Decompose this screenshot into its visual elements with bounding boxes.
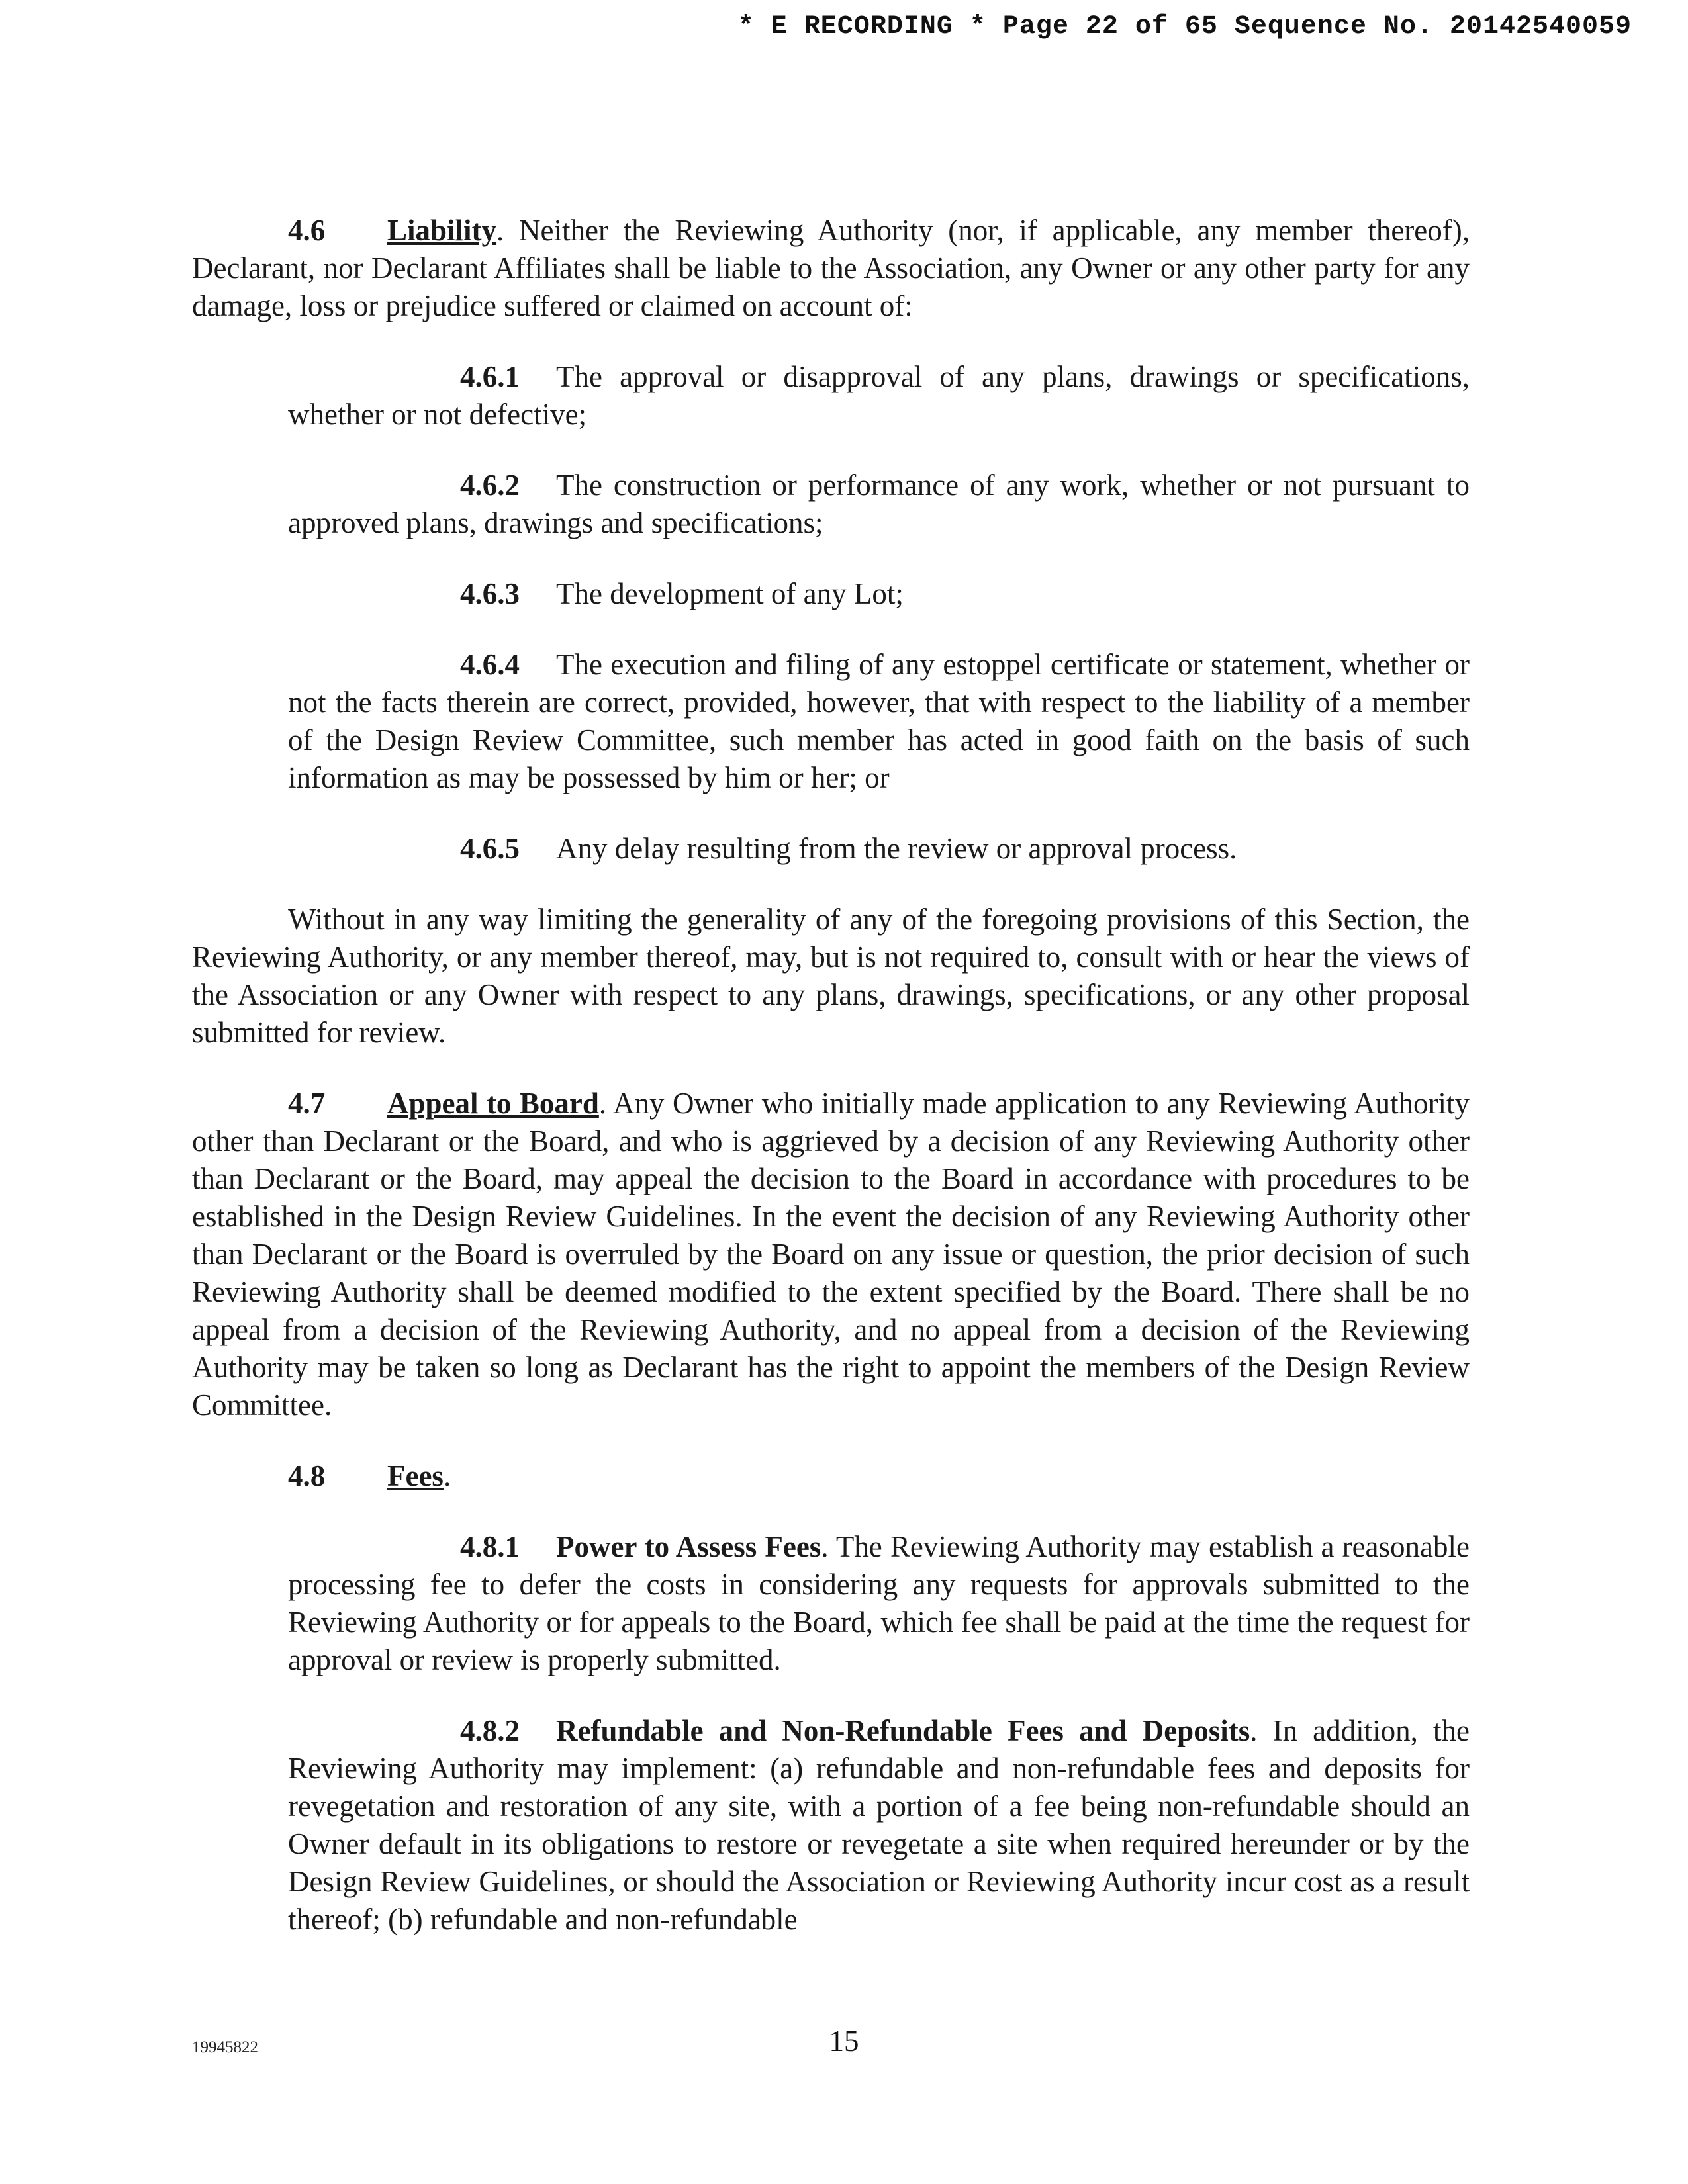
section-4-6-3 [288, 575, 1470, 613]
subsection-text: Any delay resulting from the review or approval process. [556, 832, 1237, 865]
section-4-8 [192, 1457, 1470, 1495]
section-4-7 [192, 1085, 1470, 1424]
section-heading: Fees [387, 1459, 444, 1492]
section-heading: Appeal to Board [387, 1087, 599, 1120]
subsection-number: 4.6.5 [460, 832, 520, 865]
subsection-number: 4.6.1 [460, 360, 520, 393]
subsection-text: The approval or disapproval of any plans, drawings or specifications, whether or not defective; [288, 360, 1470, 431]
subsection-number: 4.8.2 [460, 1714, 520, 1747]
section-4-6-2 [288, 467, 1470, 542]
subsection-text: . In addition, the Reviewing Authority may implement: (a) refundable and non-refundable fees and deposits for revegetation and restoration of any site, with a portion of a fee being non-refundable should an Owner default in its obligations to restore or revegetate a site when required hereunder or by the Design Review Guidelines, or should the Association or Reviewing Authority incur cost as a result thereof; (b) refundable and non-refundable [288, 1714, 1470, 1936]
subsection-text: The execution and filing of any estoppel certificate or statement, whether or not the facts therein are correct, provided, however, that with respect to the liability of a member of the Design Review Committee, such member has acted in good faith on the basis of such information as may be possessed by him or her; or [288, 648, 1470, 794]
subsection-number: 4.6.2 [460, 469, 520, 502]
section-4-8-2 [288, 1712, 1470, 1938]
section-4-8-1 [288, 1528, 1470, 1679]
section-number: 4.6 [288, 214, 326, 247]
subsection-number: 4.6.4 [460, 648, 520, 681]
subsection-text: The development of any Lot; [556, 577, 904, 610]
section-4-6-5 [288, 830, 1470, 868]
subsection-number: 4.6.3 [460, 577, 520, 610]
page-number: 15 [829, 2025, 859, 2058]
document-id: 19945822 [192, 2038, 258, 2056]
section-4-6-4 [288, 646, 1470, 797]
section-text: . [443, 1459, 451, 1492]
subsection-text: . The Reviewing Authority may establish a reasonable processing fee to defer the costs in considering any requests for approvals submitted to the Reviewing Authority or for appeals to the Board, which fee shall be paid at the time the request for approval or review is properly submitted. [288, 1530, 1470, 1676]
subsection-heading: Power to Assess Fees [556, 1530, 821, 1563]
document-body [192, 212, 1470, 1972]
section-4-6-1 [288, 358, 1470, 433]
section-number: 4.8 [288, 1459, 326, 1492]
section-number: 4.7 [288, 1087, 326, 1120]
section-heading: Liability [387, 214, 497, 247]
subsection-heading: Refundable and Non-Refundable Fees and Deposits [556, 1714, 1250, 1747]
subsection-number: 4.8.1 [460, 1530, 520, 1563]
section-text: . Neither the Reviewing Authority (nor, if applicable, any member thereof), Declarant, nor Declarant Affiliates shall be liable to the Association, any Owner or any other party for any damage, loss or prejudice suffered or claimed on account of: [192, 214, 1470, 322]
subsection-text: The construction or performance of any work, whether or not pursuant to approved plans, drawings and specifications; [288, 469, 1470, 539]
section-4-6-closing: Without in any way limiting the generality of any of the foregoing provisions of this Section, the Reviewing Authority, or any member thereof, may, but is not required to, consult with or hear the views of the Association or any Owner with respect to any plans, drawings, specifications, or any other proposal submitted for review. [192, 903, 1470, 1049]
section-text: . Any Owner who initially made application to any Reviewing Authority other than Declarant or the Board, and who is aggrieved by a decision of any Reviewing Authority other than Declarant or the Board, may appeal the decision to the Board in accordance with procedures to be established in the Design Review Guidelines. In the event the decision of any Reviewing Authority other than Declarant or the Board is overruled by the Board on any issue or question, the prior decision of such Reviewing Authority shall be deemed modified to the extent specified by the Board. There shall be no appeal from a decision of the Reviewing Authority, and no appeal from a decision of the Reviewing Authority may be taken so long as Declarant has the right to appoint the members of the Design Review Committee. [192, 1087, 1470, 1422]
section-4-6 [192, 212, 1470, 325]
recording-header: * E RECORDING * Page 22 of 65 Sequence No. 20142540059 [737, 12, 1632, 42]
